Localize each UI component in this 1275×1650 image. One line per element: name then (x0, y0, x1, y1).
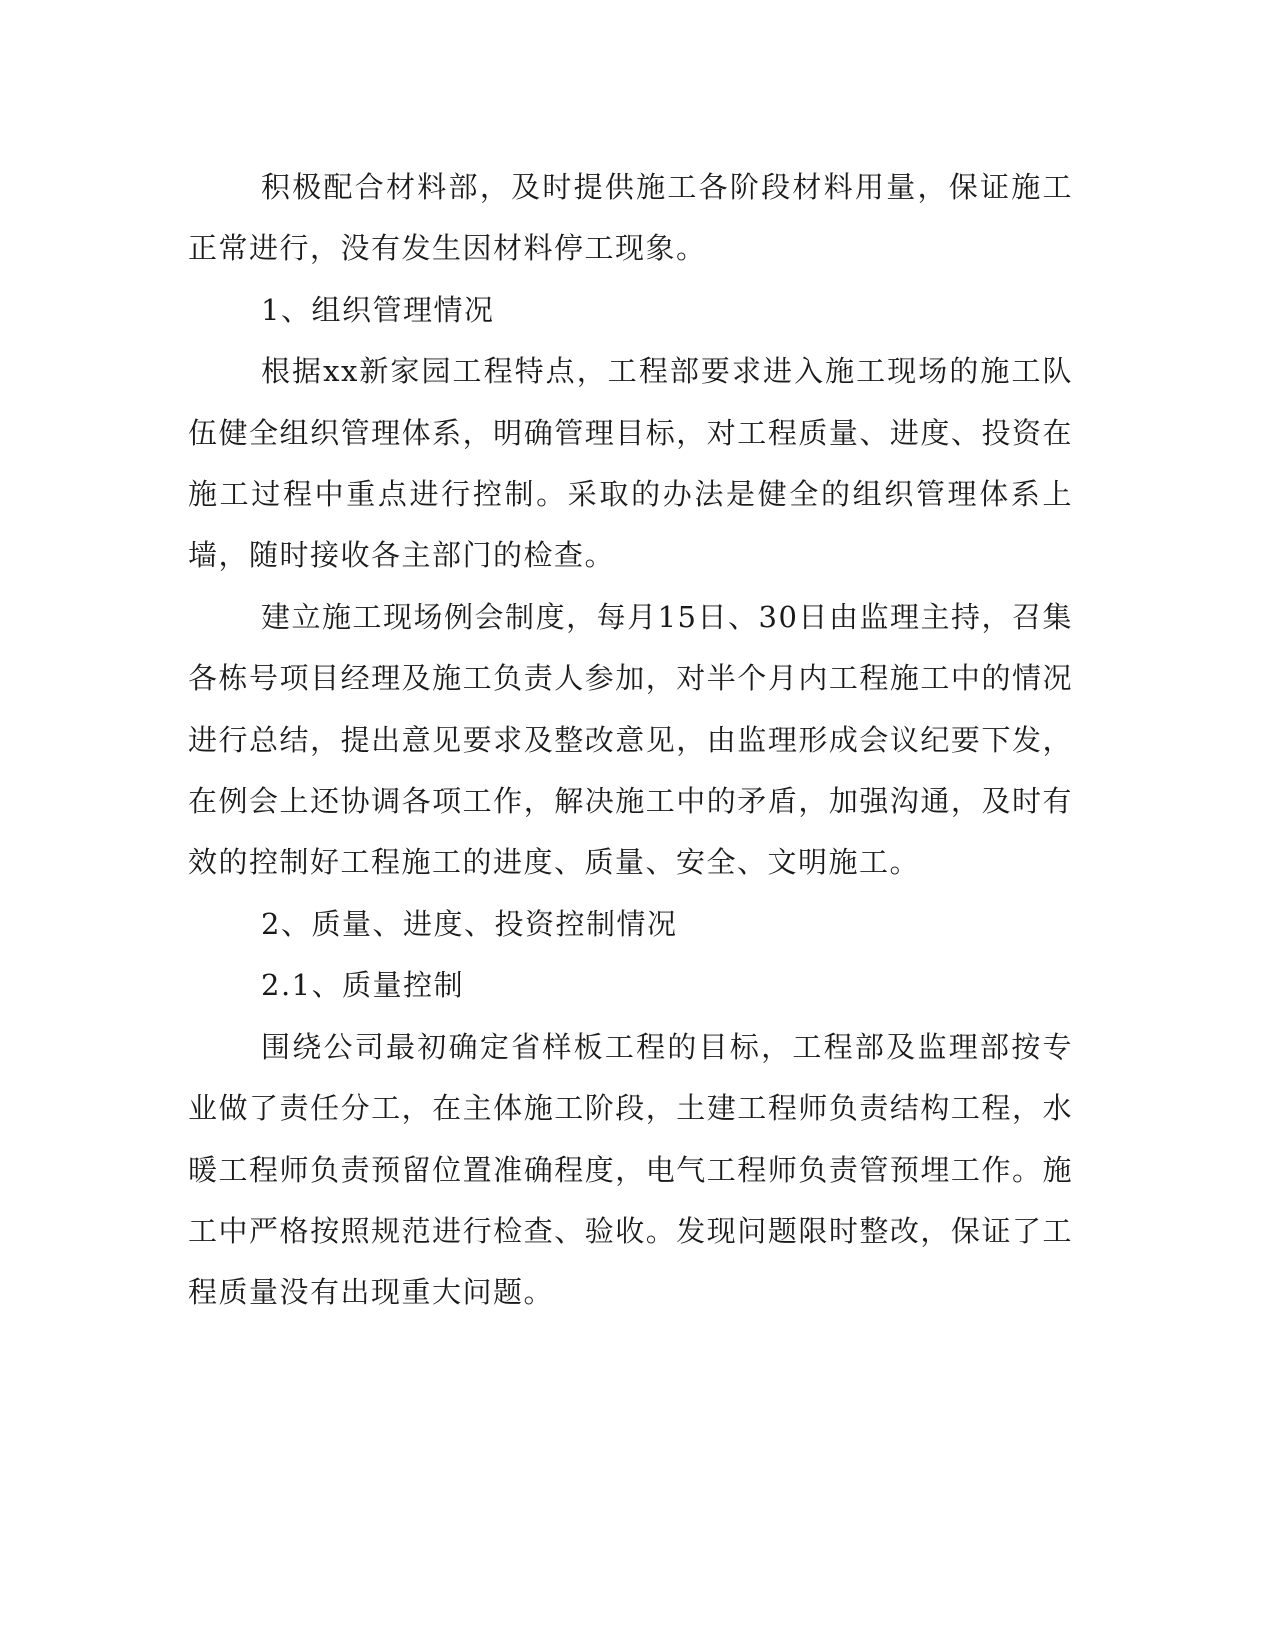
paragraph-site-meeting: 建立施工现场例会制度，每月15日、30日由监理主持，召集各栋号项目经理及施工负责人参加，对半个月内工程施工中的情况进行总结，提出意见要求及整改意见，由监理形成会议纪要下发，在例会上还协调各项工作，解决施工中的矛盾，加强沟通，及时有效的控制好工程施工的进度、质量、安全、文明施工。 (188, 599, 1073, 880)
heading-organization-management: 1、组织管理情况 (261, 292, 495, 327)
heading-quality-control: 2.1、质量控制 (261, 968, 465, 1003)
paragraph-organization-system: 根据xx新家园工程特点，工程部要求进入施工现场的施工队伍健全组织管理体系，明确管理目标，对工程质量、进度、投资在施工过程中重点进行控制。采取的办法是健全的组织管理体系上墙，随时接收各主部门的检查。 (188, 354, 1073, 573)
heading-quality-progress-investment: 2、质量、进度、投资控制情况 (261, 906, 678, 941)
document-body (188, 157, 1073, 1324)
paragraph-quality-control: 围绕公司最初确定省样板工程的目标，工程部及监理部按专业做了责任分工，在主体施工阶段，土建工程师负责结构工程，水暖工程师负责预留位置准确程度，电气工程师负责管预埋工作。施工中严格按照规范进行检查、验收。发现问题限时整改，保证了工程质量没有出现重大问题。 (188, 1029, 1073, 1310)
paragraph-material-cooperation: 积极配合材料部，及时提供施工各阶段材料用量，保证施工正常进行，没有发生因材料停工现象。 (188, 170, 1073, 266)
